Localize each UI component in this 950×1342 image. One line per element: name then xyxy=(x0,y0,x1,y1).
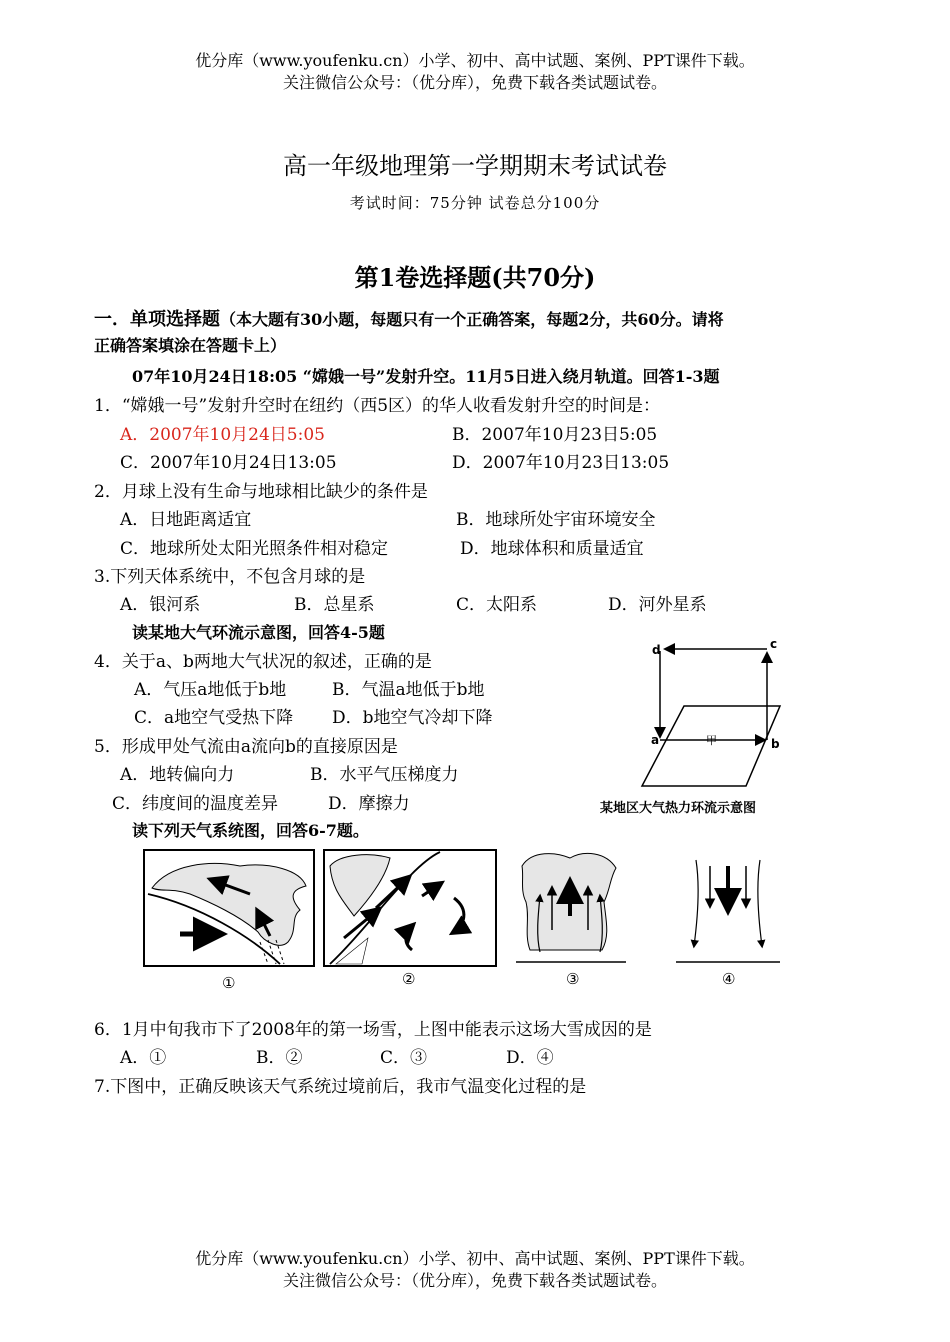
q7-stem: 7.下图中，正确反映该天气系统过境前后，我市气温变化过程的是 xyxy=(94,1077,587,1097)
header-line-2: 关注微信公众号：（优分库），免费下载各类试题试卷。 xyxy=(282,73,667,92)
q6-option-c: C．③ xyxy=(380,1048,428,1068)
q6-option-b: B．② xyxy=(256,1048,303,1068)
label-a: a xyxy=(651,733,660,747)
intro-q4-5: 读某地大气环流示意图，回答4-5题 xyxy=(132,623,385,642)
header-line-1: 优分库（www.youfenku.cn）小学、初中、高中试题、案例、PPT课件下载。 xyxy=(195,51,755,70)
anticyclone-panel xyxy=(676,860,780,962)
page-title: 高一年级地理第一学期期末考试试卷 xyxy=(283,152,667,180)
section-1-heading xyxy=(94,305,724,331)
q2-option-d: D．地球体积和质量适宜 xyxy=(460,539,644,559)
q5-option-c: C．纬度间的温度差异 xyxy=(112,794,279,814)
label-c: c xyxy=(770,637,778,651)
label-b: b xyxy=(771,737,780,751)
q4-stem: 4．关于a、b两地大气状况的叙述，正确的是 xyxy=(94,652,432,672)
q4-option-b: B．气温a地低于b地 xyxy=(332,680,485,700)
warm-front-panel xyxy=(144,850,314,966)
cold-front-panel xyxy=(324,850,496,966)
section-1-title: 一．单项选择题 xyxy=(94,309,220,330)
q1-option-b: B．2007年10月23日5:05 xyxy=(452,425,658,445)
q5-option-d: D．摩擦力 xyxy=(328,794,410,814)
weather-label-4: ④ xyxy=(722,970,736,988)
weather-label-3: ③ xyxy=(566,970,580,988)
circulation-diagram xyxy=(630,636,800,798)
footer-line-2: 关注微信公众号：（优分库），免费下载各类试题试卷。 xyxy=(282,1271,667,1290)
exam-info: 考试时间：75分钟 试卷总分100分 xyxy=(349,194,601,212)
q3-option-b: B．总星系 xyxy=(294,595,375,615)
footer-line-1: 优分库（www.youfenku.cn）小学、初中、高中试题、案例、PPT课件下载。 xyxy=(195,1249,755,1268)
q3-option-c: C．太阳系 xyxy=(456,595,538,615)
q1-option-d: D．2007年10月23日13:05 xyxy=(452,453,670,473)
label-jia: 甲 xyxy=(706,734,717,747)
section-1-instructions-2: 正确答案填涂在答题卡上） xyxy=(94,336,287,355)
circulation-caption: 某地区大气热力环流示意图 xyxy=(600,801,757,816)
q4-option-d: D．b地空气冷却下降 xyxy=(332,708,493,728)
cyclone-panel xyxy=(516,853,626,962)
q6-stem: 6．1月中旬我市下了2008年的第一场雪，上图中能表示这场大雪成因的是 xyxy=(94,1020,652,1040)
q5-stem: 5．形成甲处气流由a流向b的直接原因是 xyxy=(94,737,398,757)
part-title: 第1卷选择题(共70分) xyxy=(354,263,596,292)
weather-systems-figure xyxy=(140,846,790,994)
q1-stem: 1．“嫦娥一号”发射升空时在纽约（西5区）的华人收看发射升空的时间是： xyxy=(94,396,661,416)
q5-option-a: A．地转偏向力 xyxy=(120,765,235,785)
q3-stem: 3.下列天体系统中，不包含月球的是 xyxy=(94,567,366,587)
q5-option-b: B．水平气压梯度力 xyxy=(310,765,459,785)
section-1-instructions: （本大题有30小题，每题只有一个正确答案，每题2分，共60分。请将 xyxy=(220,310,724,329)
q4-option-a: A．气压a地低于b地 xyxy=(134,680,287,700)
q2-option-a: A．日地距离适宜 xyxy=(120,510,252,530)
label-d: d xyxy=(652,643,661,657)
q6-option-d: D．④ xyxy=(506,1048,554,1068)
weather-label-2: ② xyxy=(402,970,416,988)
q1-option-c: C．2007年10月24日13:05 xyxy=(120,453,337,473)
intro-q1-3: 07年10月24日18:05 “嫦娥一号”发射升空。11月5日进入绕月轨道。回答1-3题 xyxy=(132,367,720,386)
q1-option-a: A．2007年10月24日5:05 xyxy=(120,425,325,445)
weather-label-1: ① xyxy=(222,974,236,992)
q3-option-a: A．银河系 xyxy=(120,595,201,615)
q2-option-b: B．地球所处宇宙环境安全 xyxy=(456,510,656,530)
q2-option-c: C．地球所处太阳光照条件相对稳定 xyxy=(120,539,389,559)
intro-q6-7: 读下列天气系统图，回答6-7题。 xyxy=(132,821,369,840)
q6-option-a: A．① xyxy=(120,1048,167,1068)
q3-option-d: D．河外星系 xyxy=(608,595,707,615)
q2-stem: 2．月球上没有生命与地球相比缺少的条件是 xyxy=(94,482,428,502)
q4-option-c: C．a地空气受热下降 xyxy=(134,708,294,728)
